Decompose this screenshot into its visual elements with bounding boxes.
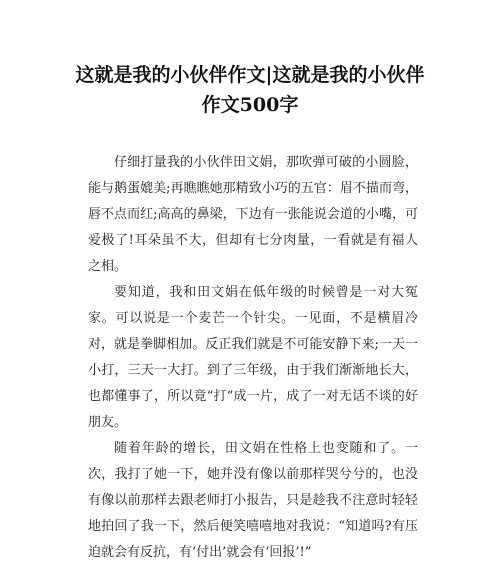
article-title: 这就是我的小伙伴作文|这就是我的小伙伴作文500字 [75,64,425,116]
article-body [88,150,418,566]
paragraph: 仔细打量我的小伙伴田文娟，那吹弹可破的小圆脸，能与鹅蛋媲美;再瞧瞧她那精致小巧的五官：眉不描而弯，唇不点而红;高高的鼻梁，下边有一张能说会道的小嘴，可爱极了!耳朵虽不大，但却有七分肉量，一看就是有福人之相。 [88,155,418,274]
paragraph: 随着年龄的增长，田文娟在性格上也变随和了。一次，我打了她一下，她并没有像以前那样哭兮兮的，也没有像以前那样去跟老师打小报告，只是趁我不注意时轻轻地拍回了我一下，然后便笑嘻嘻地对我说：“知道吗?有压迫就会有反抗，有‘付出’就会有‘回报’!” [88,441,418,560]
paragraph: 要知道，我和田文娟在低年级的时候曾是一对大冤家。可以说是一个麦芒一个针尖。一见面，不是横眉冷对，就是拳脚相加。反正我们就是不可能安静下来;一天一小打，三天一大打。到了三年级，由于我们渐渐地长大，也都懂事了，所以竟“打”成一片，成了一对无话不谈的好朋友。 [88,285,418,430]
